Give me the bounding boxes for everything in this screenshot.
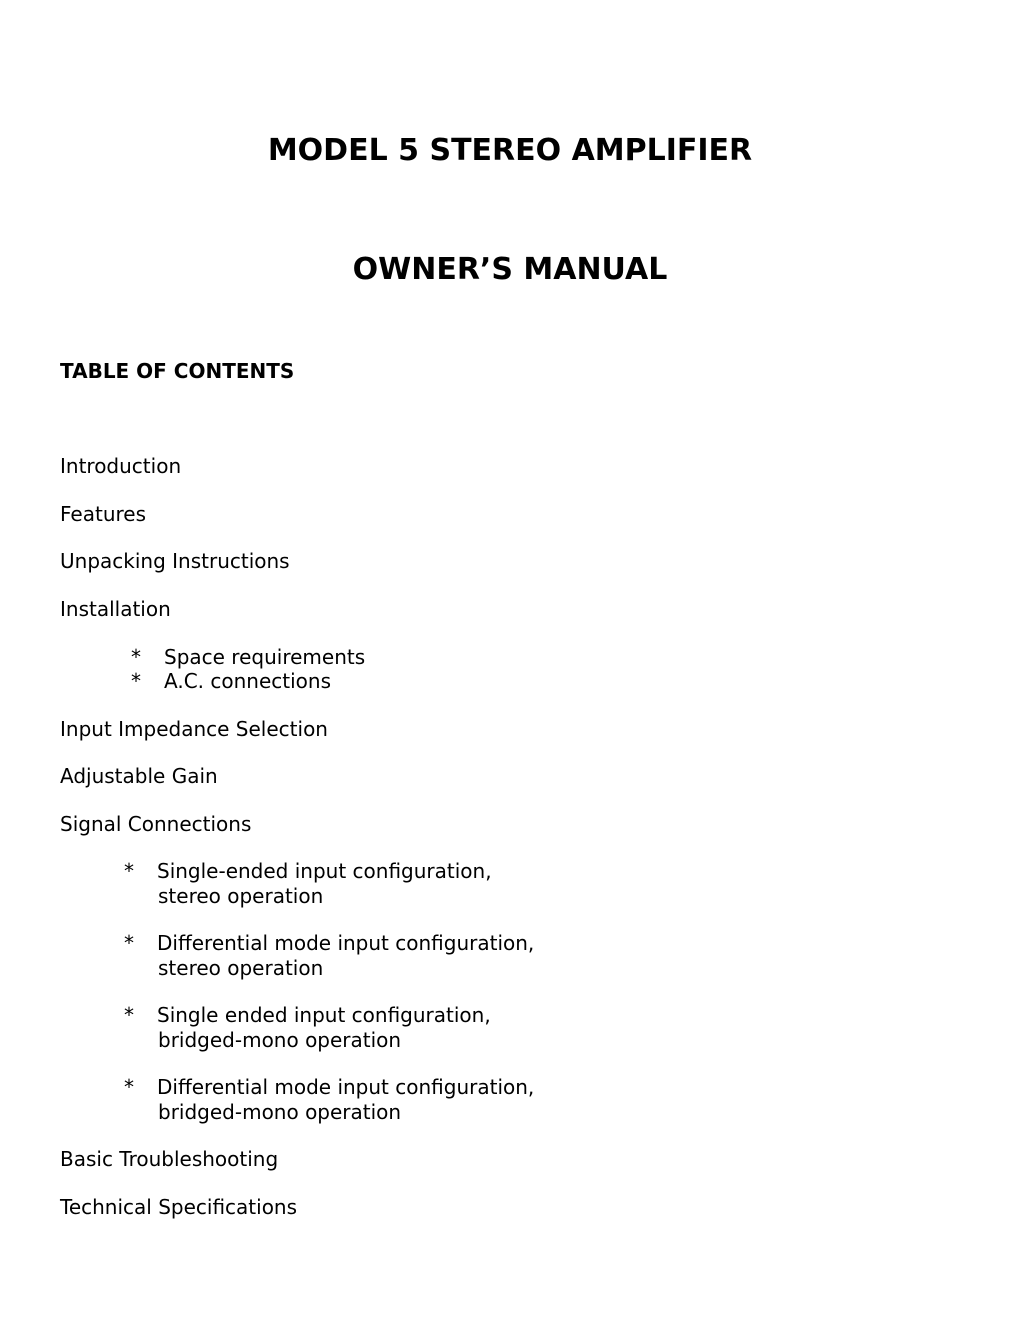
- toc-subentry: [124, 859, 492, 908]
- toc-heading: TABLE OF CONTENTS: [60, 359, 295, 383]
- toc-subentry: [131, 645, 365, 670]
- toc-entry-adjustable-gain: Adjustable Gain: [60, 764, 218, 788]
- toc-subentry: [124, 931, 534, 980]
- bullet-marker: *: [124, 1003, 134, 1027]
- toc-entry-introduction: Introduction: [60, 454, 182, 478]
- subentry-label: Single ended input configuration,: [157, 1003, 491, 1027]
- subentry-continuation: bridged-mono operation: [158, 1027, 402, 1052]
- document-title: MODEL 5 STEREO AMPLIFIER: [267, 133, 753, 168]
- toc-subentry: [124, 1003, 491, 1052]
- toc-subentry: [131, 669, 331, 694]
- toc-entry-installation: Installation: [60, 597, 171, 621]
- toc-entry-unpacking-instructions: Unpacking Instructions: [60, 549, 290, 573]
- subentry-label: Differential mode input configuration,: [157, 931, 535, 955]
- subentry-continuation: bridged-mono operation: [158, 1099, 402, 1124]
- toc-entry-technical-specifications: Technical Specifications: [60, 1195, 298, 1219]
- document-subtitle: OWNER’S MANUAL: [352, 252, 668, 287]
- toc-entry-features: Features: [60, 502, 146, 526]
- bullet-marker: *: [124, 859, 134, 883]
- bullet-marker: *: [131, 645, 141, 669]
- toc-entry-input-impedance-selection: Input Impedance Selection: [60, 717, 328, 741]
- subentry-continuation: stereo operation: [158, 955, 324, 980]
- bullet-marker: *: [124, 1075, 134, 1099]
- bullet-marker: *: [124, 931, 134, 955]
- toc-subentry: [124, 1075, 534, 1124]
- toc-entry-signal-connections: Signal Connections: [60, 812, 252, 836]
- bullet-marker: *: [131, 669, 141, 693]
- subentry-continuation: stereo operation: [158, 883, 324, 908]
- toc-entry-basic-troubleshooting: Basic Troubleshooting: [60, 1147, 279, 1171]
- subentry-label: Single-ended input configuration,: [157, 859, 492, 883]
- subentry-label: Space requirements: [164, 645, 366, 669]
- subentry-label: A.C. connections: [164, 669, 331, 693]
- subentry-label: Differential mode input configuration,: [157, 1075, 535, 1099]
